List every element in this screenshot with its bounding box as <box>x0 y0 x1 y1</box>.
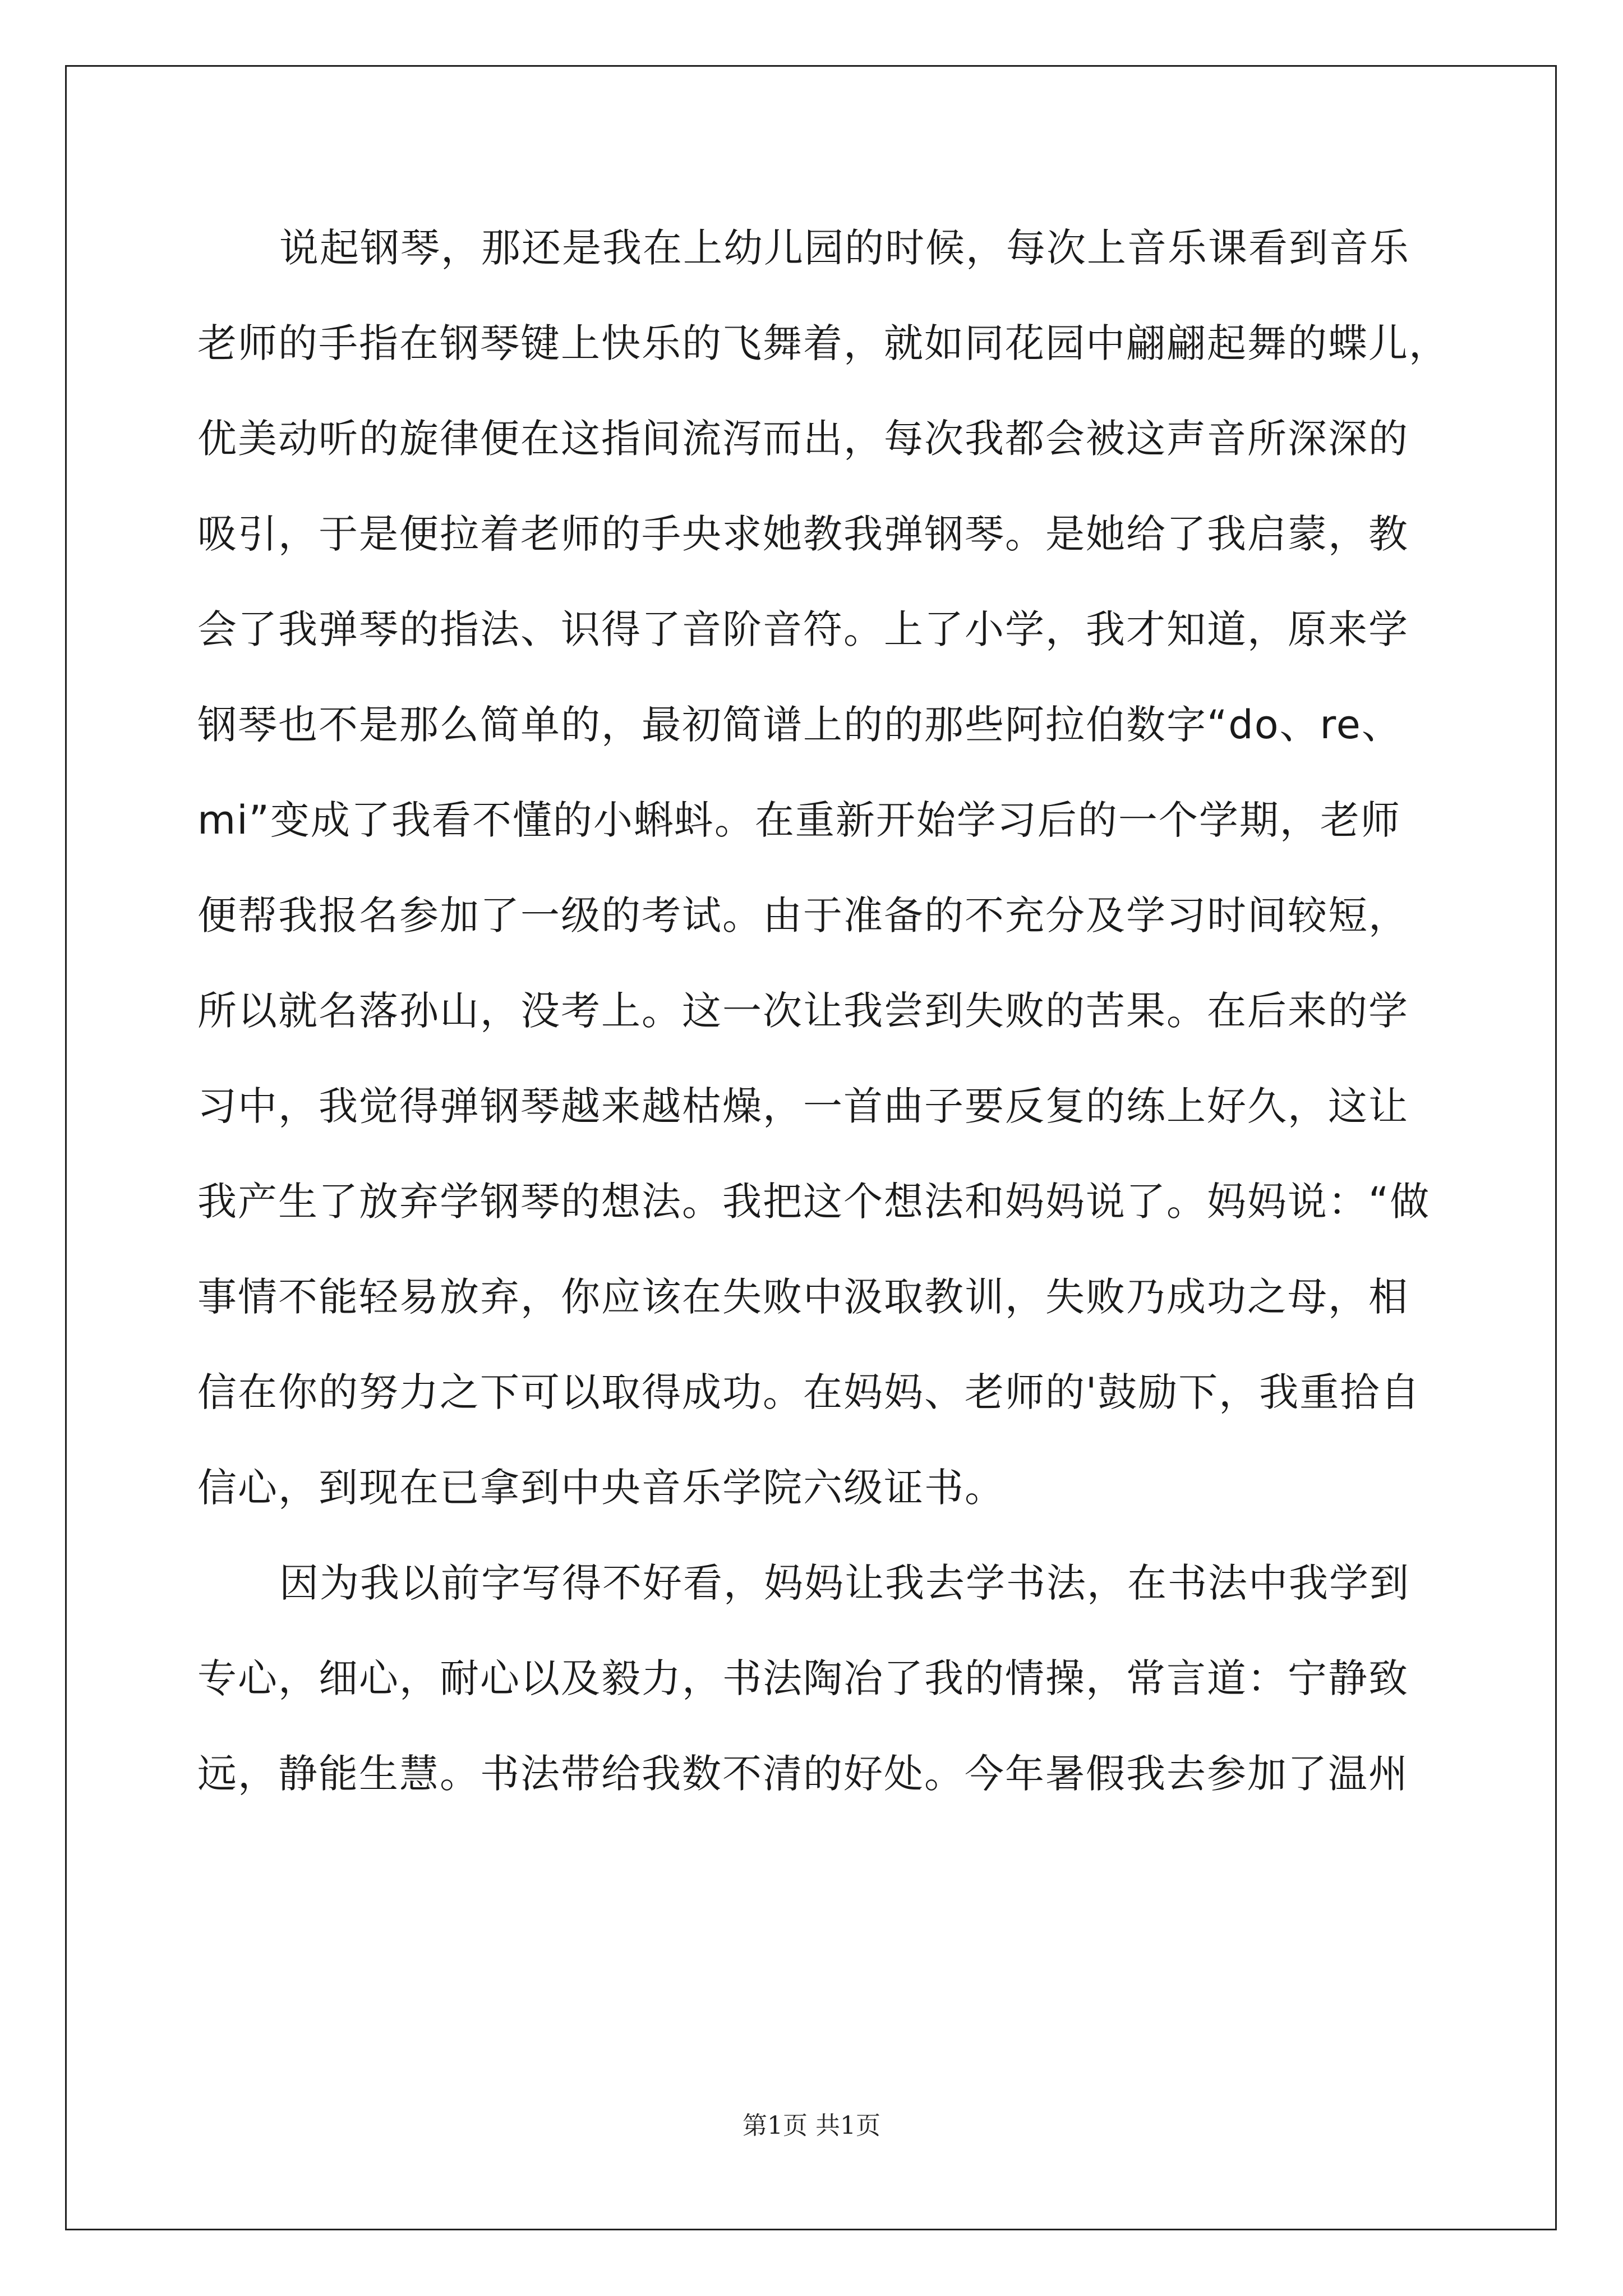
page-number-footer: 第1页 共1页 <box>743 2111 880 2140</box>
paragraph-1-line-3: 优美动听的旋律便在这指间流泻而出，每次我都会被这声音所深深的 <box>197 416 1409 462</box>
paragraph-1-line-4: 吸引，于是便拉着老师的手央求她教我弹钢琴。是她给了我启蒙，教 <box>197 511 1409 557</box>
paragraph-1-line-5: 会了我弹琴的指法、识得了音阶音符。上了小学，我才知道，原来学 <box>197 606 1409 652</box>
paragraph-1-line-12: 事情不能轻易放弃，你应该在失败中汲取教训，失败乃成功之母，相 <box>197 1274 1409 1320</box>
paragraph-1-line-13: 信在你的努力之下可以取得成功。在妈妈、老师的'鼓励下，我重拾自 <box>197 1369 1421 1415</box>
paragraph-1-line-2: 老师的手指在钢琴键上快乐的飞舞着，就如同花园中翩翩起舞的蝶儿， <box>197 320 1449 366</box>
paragraph-1-line-11: 我产生了放弃学钢琴的想法。我把这个想法和妈妈说了。妈妈说：“做 <box>197 1179 1431 1225</box>
paragraph-2-line-1: 因为我以前字写得不好看，妈妈让我去学书法，在书法中我学到 <box>279 1560 1410 1606</box>
paragraph-1-line-1: 说起钢琴，那还是我在上幼儿园的时候，每次上音乐课看到音乐 <box>279 225 1410 271</box>
paragraph-1-line-9: 所以就名落孙山，没考上。这一次让我尝到失败的苦果。在后来的学 <box>197 988 1409 1034</box>
paragraph-1-line-14: 信心，到现在已拿到中央音乐学院六级证书。 <box>197 1465 1005 1511</box>
paragraph-1-line-10: 习中，我觉得弹钢琴越来越枯燥，一首曲子要反复的练上好久，这让 <box>197 1083 1409 1129</box>
page-border <box>65 65 1557 2230</box>
paragraph-2-line-3: 远，静能生慧。书法带给我数不清的好处。今年暑假我去参加了温州 <box>197 1751 1409 1797</box>
paragraph-1-line-8: 便帮我报名参加了一级的考试。由于准备的不充分及学习时间较短， <box>197 892 1409 938</box>
paragraph-1-line-6: 钢琴也不是那么简单的，最初简谱上的的那些阿拉伯数字“do、re、 <box>197 702 1402 748</box>
paragraph-1-line-7: mi”变成了我看不懂的小蝌蚪。在重新开始学习后的一个学期，老师 <box>197 797 1401 843</box>
paragraph-2-line-2: 专心，细心，耐心以及毅力，书法陶冶了我的情操，常言道：宁静致 <box>197 1655 1409 1701</box>
